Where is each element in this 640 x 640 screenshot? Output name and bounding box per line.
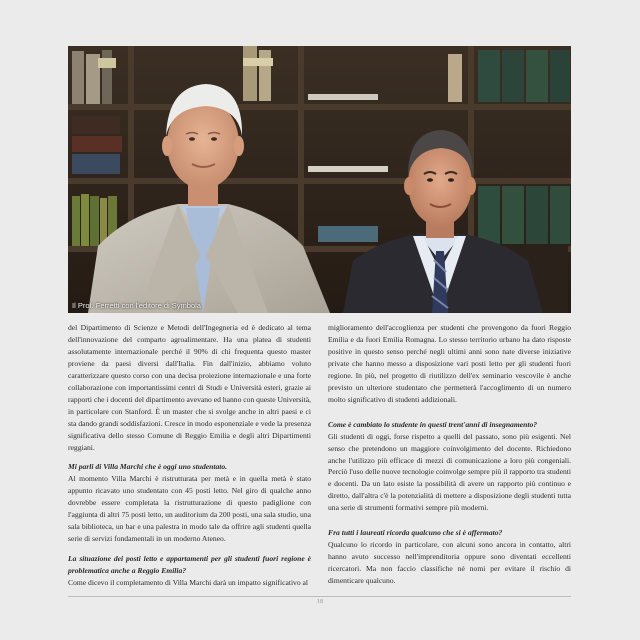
- photo-illustration: [68, 46, 571, 313]
- paragraph: del Dipartimento di Scienze e Metodi dell'Ingegneria ed è dedicato al tema dell'innovazione del comparto agroalimentare. Ha una platea di studenti assolutamente internazionale perché il 90% di chi frequenta questo master proviene da paesi diversi dall'Italia. Fin dall'inizio, abbiamo voluto caratterizzare questo corso con una decisa proiezione internazionale e una forte collaborazione con importantissimi centri di Studi e Università esteri, grazie ai rapporti che i docenti del dipartimento avevano ed hanno con queste Università, in particolare con Stanford. È un master che si svolge anche in altri paesi e ci sta dando grandi soddisfazioni. Cresce in modo esponenziale e vede la presenza significativa dello stesso Comune di Reggio Emilia e degli altri Dipartimenti reggiani.: [68, 323, 311, 452]
- interview-photo: [68, 46, 571, 313]
- left-column: [68, 322, 311, 589]
- paragraph: Gli studenti di oggi, forse rispetto a quelli del passato, sono più esigenti. Nel senso che pretendono un maggiore coinvolgimento del docente. Richiedono anche l'utilizzo più efficace di mezzi di comunicazione a loro più congeniali. Perciò l'uso delle nuove tecnologie coinvolge sempre più il rapporto tra studenti e docenti. Da un lato esiste la possibilità di avere un rapporto più continuo e diretto, dall'altra c'è la potenzialità di mettere a disposizione degli studenti tutta una serie di strumenti formativi sempre più moderni.: [328, 431, 571, 513]
- paragraph: Come dicevo il completamento di Villa Marchi darà un impatto significativo al: [68, 578, 309, 588]
- paragraph: miglioramento dell'accoglienza per studenti che provengono da fuori Reggio Emilia e da fuori Emilia Romagna. Lo stesso territorio urbano ha dato risposte positive in questo senso perché negli ultimi anni sono nate diverse iniziative private che hanno messo a disposizione vari posti letto per gli studenti fuori regione. In più, nel progetto di riutilizzo dell'ex seminario vescovile è anche previsto un ulteriore studentato che permetterà l'accoglimento di un numero molto significativo di studenti addizionali.: [328, 323, 571, 404]
- interview-question: Come è cambiato lo studente in questi trent'anni di insegnamento?: [328, 419, 538, 429]
- paragraph: Al momento Villa Marchi è ristrutturata per metà e in quella metà è stato appunto ricavato uno studentato con 45 posti letto. Nel giro di qualche anno dovrebbe essere completata la ristrutturazione di questo padiglione con l'aggiunta di altri 75 posti letto, un auditorium da 200 posti, una sala studio, una sala biblioteca, un bar e una palestra in modo tale da offrire agli studenti quella serie di servizi fondamentali in un moderno Ateneo.: [68, 474, 311, 544]
- photo-caption: Il Prof. Ferretti con l'editore di Symbola: [72, 301, 201, 310]
- footer-divider: [68, 596, 571, 597]
- right-column: [328, 322, 571, 587]
- interview-question: Mi parli di Villa Marchi che è oggi uno studentato.: [68, 462, 228, 472]
- paragraph: Qualcuno lo ricordo in particolare, con alcuni sono ancora in contatto, altri hanno avuto successo nell'imprenditoria oppure sono diventati eccellenti ricercatori. Ma non faccio classifiche né nomi per evitare il rischio di dimenticare qualcuno.: [328, 540, 571, 586]
- page-number: 18: [316, 598, 324, 605]
- interview-question: Fra tutti i laureati ricorda qualcuno che si è affermato?: [328, 528, 503, 538]
- interview-question: La situazione dei posti letto e appartamenti per gli studenti fuori regione è problematica anche a Reggio Emilia?: [68, 554, 311, 576]
